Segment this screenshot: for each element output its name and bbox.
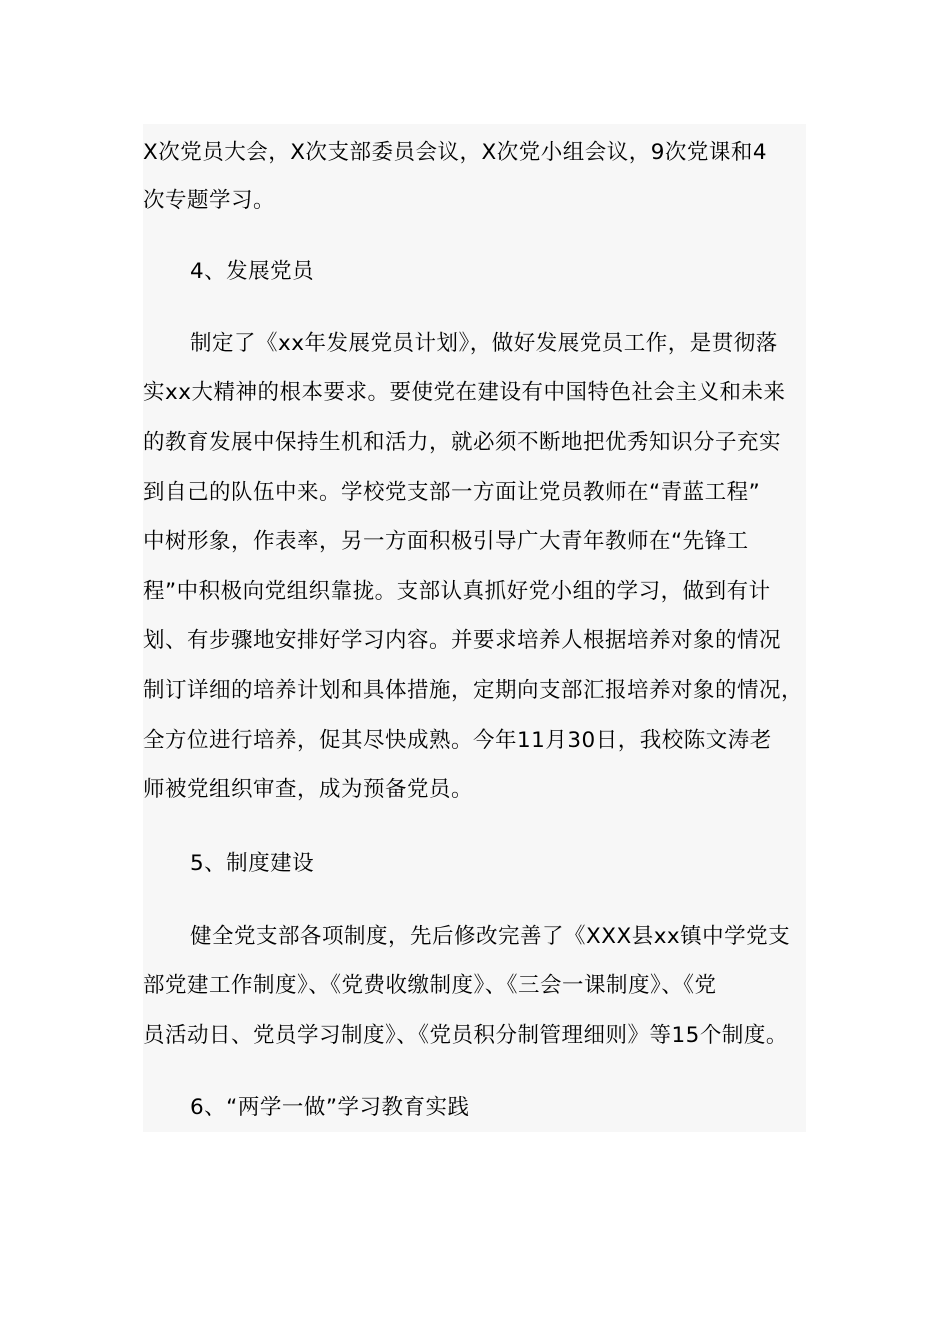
paragraph-line: 到自己的队伍中来。学校党支部一方面让党员教师在“青蓝工程” [143,480,761,505]
paragraph-line: 的教育发展中保持生机和活力，就必须不断地把优秀知识分子充实 [143,430,782,455]
paragraph-line: 部党建工作制度》、《党费收缴制度》、《三会一课制度》、《党 [143,973,717,998]
paragraph-line: 划、有步骤地安排好学习内容。并要求培养人根据培养对象的情况 [143,628,782,653]
paragraph-line: X次党员大会，X次支部委员会议，X次党小组会议，9次党课和4 [143,140,768,165]
paragraph-line: 程”中积极向党组织靠拢。支部认真抓好党小组的学习，做到有计 [143,579,771,604]
paragraph-line: 中树形象，作表率，另一方面积极引导广大青年教师在“先锋工 [143,529,749,554]
paragraph-line: 制订详细的培养计划和具体措施，定期向支部汇报培养对象的情况， [143,678,804,703]
paragraph-line: 健全党支部各项制度，先后修改完善了《XXX县xx镇中学党支 [190,924,791,949]
paragraph-line: 全方位进行培养，促其尽快成熟。今年11月30日，我校陈文涛老 [143,728,772,753]
section-heading: 4、发展党员 [190,259,315,284]
paragraph-line: 师被党组织审查，成为预备党员。 [143,777,474,802]
paragraph-line: 次专题学习。 [143,188,276,213]
section-heading: 6、“两学一做”学习教育实践 [190,1095,470,1120]
section-heading: 5、制度建设 [190,851,315,876]
paragraph-line: 制定了《xx年发展党员计划》，做好发展党员工作，是贯彻落 [190,331,778,356]
paragraph-line: 员活动日、党员学习制度》、《党员积分制管理细则》等15个制度。 [143,1023,788,1048]
paragraph-line: 实xx大精神的根本要求。要使党在建设有中国特色社会主义和未来 [143,380,786,405]
